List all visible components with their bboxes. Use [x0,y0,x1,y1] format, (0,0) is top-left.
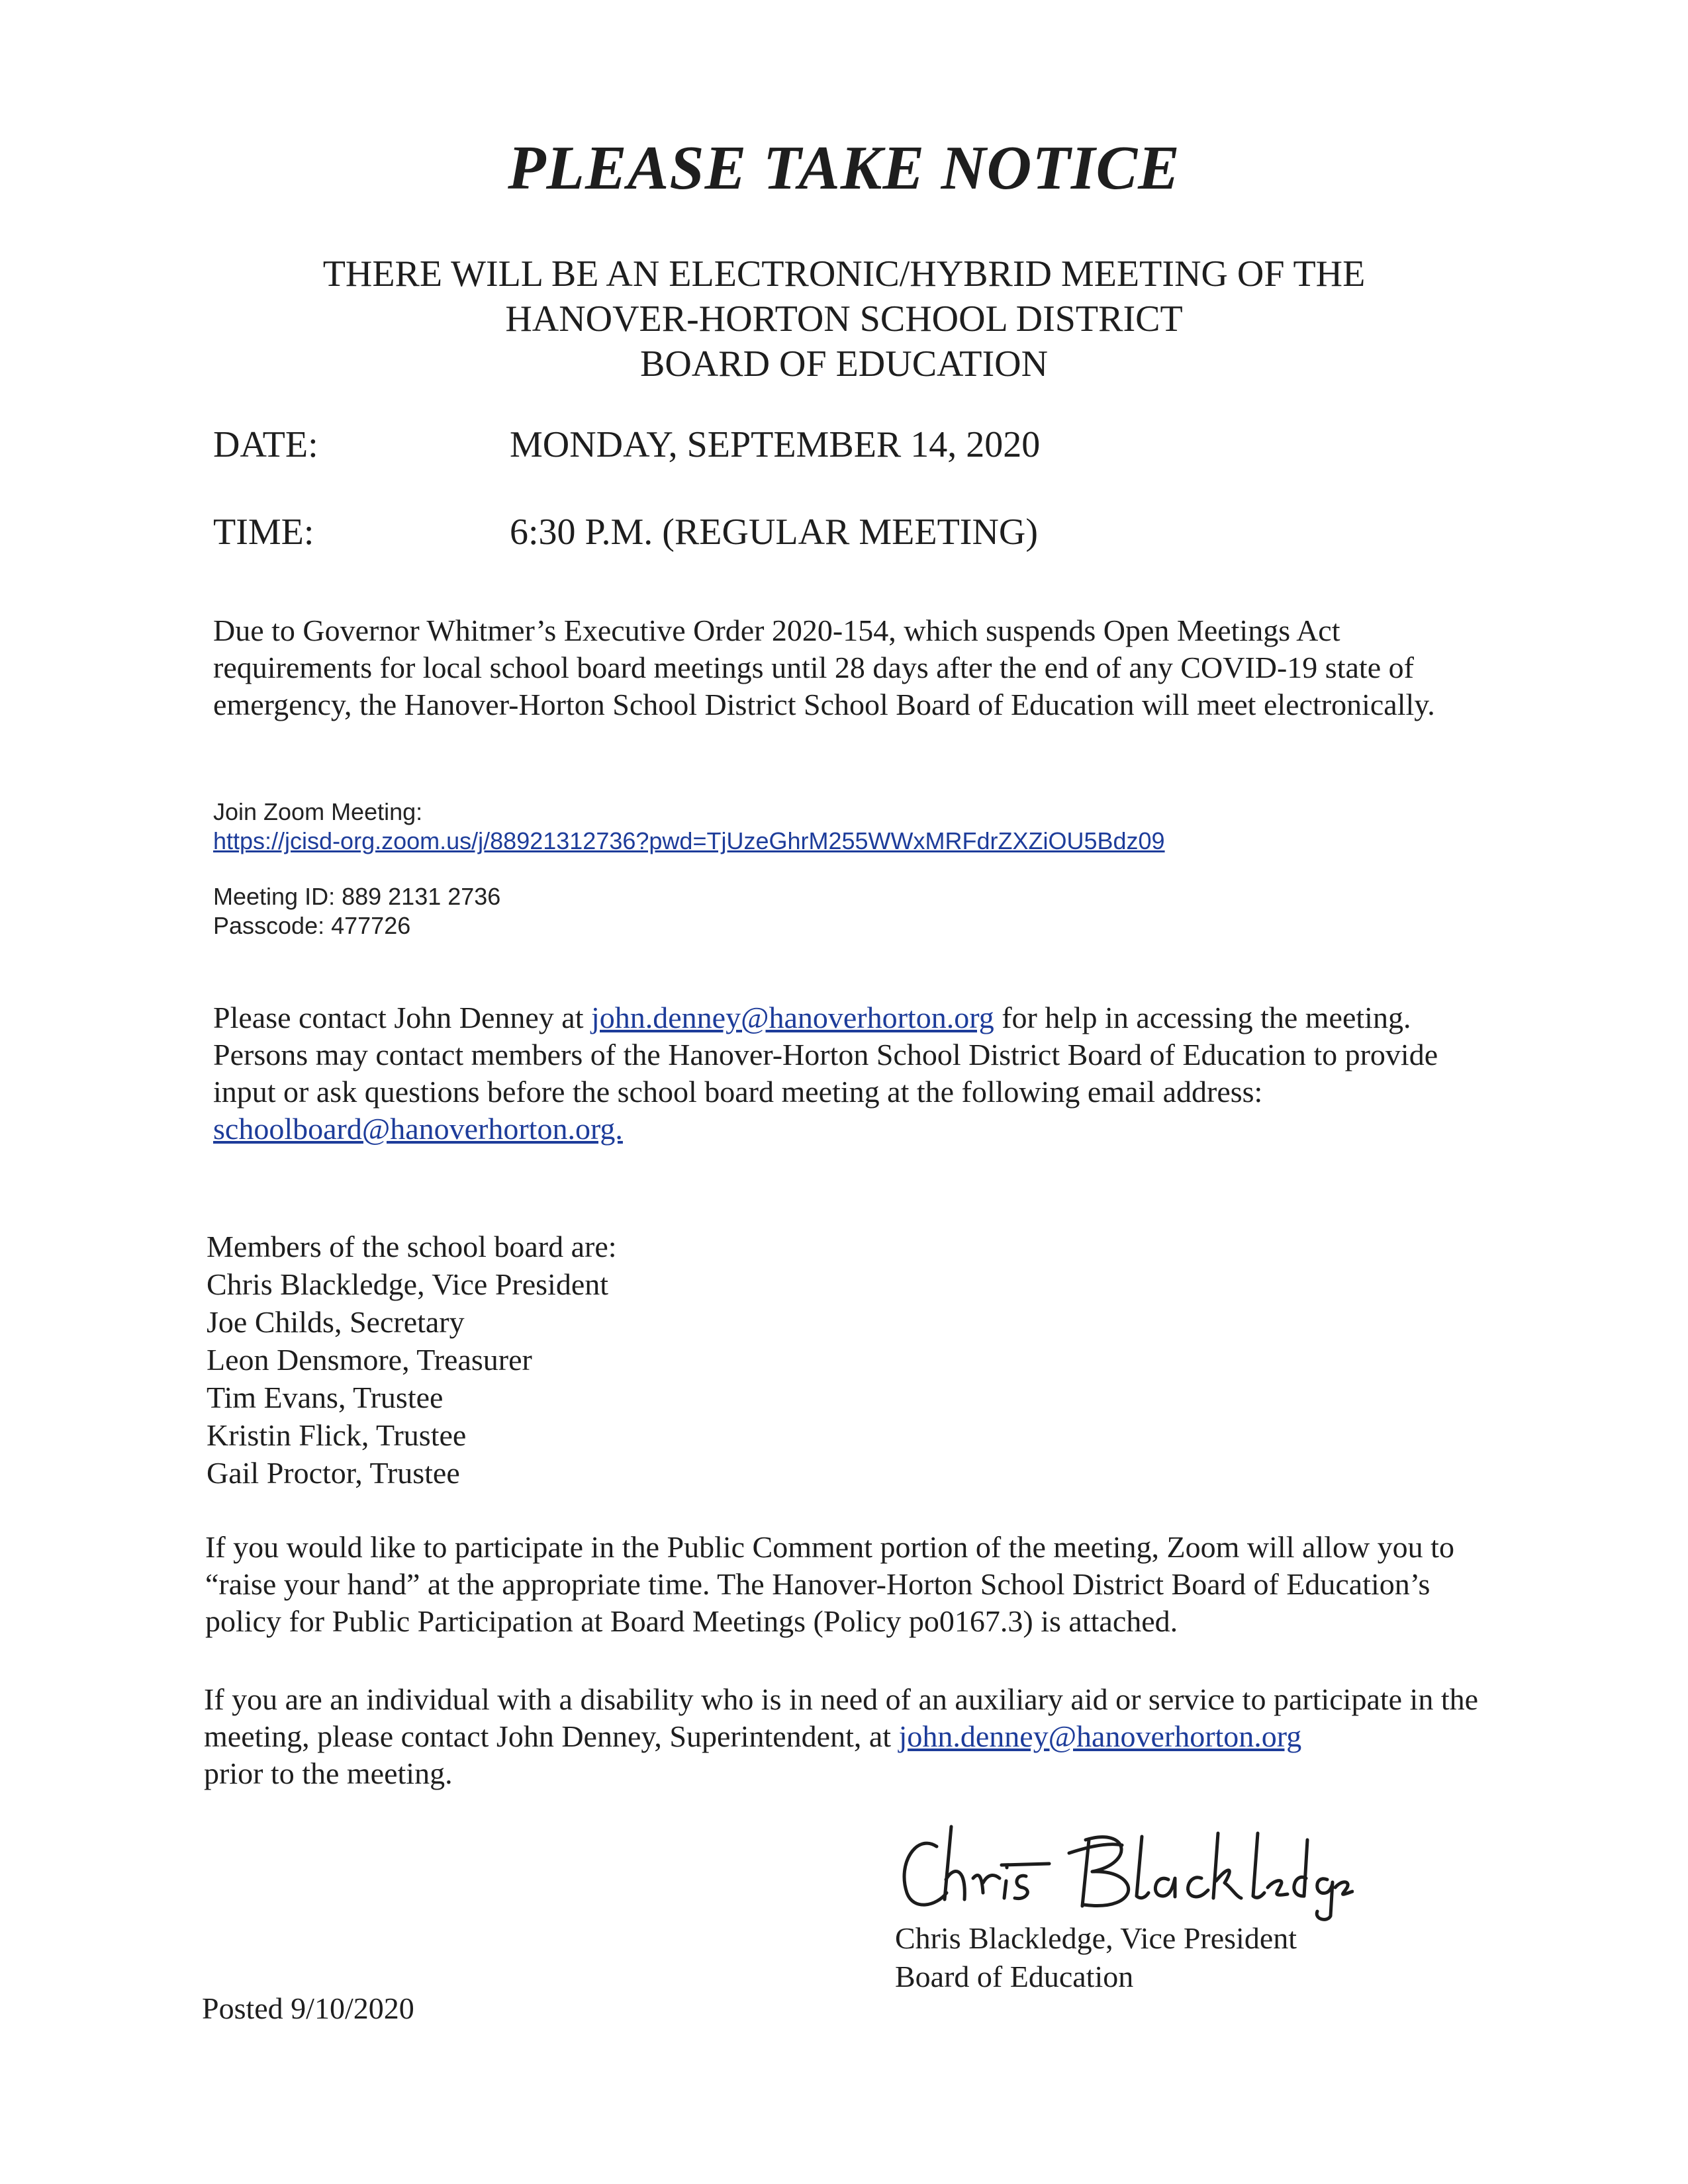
contact-paragraph [213,999,1497,1148]
schoolboard-email-link[interactable]: schoolboard@hanoverhorton.org. [213,1112,623,1146]
signature-image [890,1800,1354,1923]
meeting-heading-line: THERE WILL BE AN ELECTRONIC/HYBRID MEETING OF THE [322,253,1366,295]
passcode: Passcode: 477726 [213,912,411,939]
list-item: Kristin Flick, Trustee [207,1418,467,1452]
signer-name: Chris Blackledge, Vice President [895,1921,1297,1955]
list-item: Joe Childs, Secretary [207,1305,465,1339]
zoom-link[interactable]: https://jcisd-org.zoom.us/j/88921312736?pwd=TjUzeGhrM255WWxMRFdrZXZiOU5Bdz09 [213,827,1165,854]
posted-date: Posted 9/10/2020 [202,1991,414,2025]
signature-block [895,1919,1297,1996]
zoom-info [213,797,1497,940]
list-item: Gail Proctor, Trustee [207,1456,460,1490]
members-heading: Members of the school board are: [207,1230,617,1263]
date-value: MONDAY, SEPTEMBER 14, 2020 [510,424,1041,465]
denney-email-link[interactable]: john.denney@hanoverhorton.org [590,1001,994,1034]
contact-text-before: Please contact John Denney at [213,1001,584,1034]
meeting-heading [0,251,1688,387]
page-title: PLEASE TAKE NOTICE [508,134,1180,203]
intro-paragraph: Due to Governor Whitmer’s Executive Order 2020-154, which suspends Open Meetings Act requirements for local school board meetings until 28 days after the end of any COVID-19 state of emergency, the Hanover-Horton School District School Board of Education will meet electronically. [213,614,1435,721]
contact-text-after: for help in accessing the meeting. [1002,1001,1411,1034]
list-item: Chris Blackledge, Vice President [207,1267,609,1301]
signer-org: Board of Education [895,1960,1134,1993]
meeting-heading-line: BOARD OF EDUCATION [639,343,1049,385]
time-value: 6:30 P.M. (REGULAR MEETING) [510,512,1038,553]
meeting-heading-line: HANOVER-HORTON SCHOOL DISTRICT [505,298,1183,340]
date-label: DATE: [213,424,318,465]
disability-paragraph [204,1681,1501,1792]
zoom-heading: Join Zoom Meeting: [213,798,423,825]
list-item: Leon Densmore, Treasurer [207,1343,532,1377]
time-label: TIME: [213,512,314,553]
list-item: Tim Evans, Trustee [207,1381,444,1414]
denney-email-link[interactable]: john.denney@hanoverhorton.org [898,1719,1302,1753]
members-list [207,1228,617,1492]
meeting-id: Meeting ID: 889 2131 2736 [213,883,501,910]
disability-text-after: prior to the meeting. [204,1756,453,1790]
disability-text: If you are an individual with a disability who is in need of an auxiliary aid or service to participate in the meeting, please contact John Denney, Superintendent, at [204,1682,1479,1753]
public-comment-paragraph: If you would like to participate in the Public Comment portion of the meeting, Zoom will allow you to “raise your hand” at the appropriate time. The Hanover-Horton School District Board of Education’s policy for Public Participation at Board Meetings (Policy po0167.3) is attached. [205,1530,1454,1638]
persons-text: Persons may contact members of the Hanover-Horton School District Board of Education to provide input or ask questions before the school board meeting at the following email address: [213,1038,1438,1109]
